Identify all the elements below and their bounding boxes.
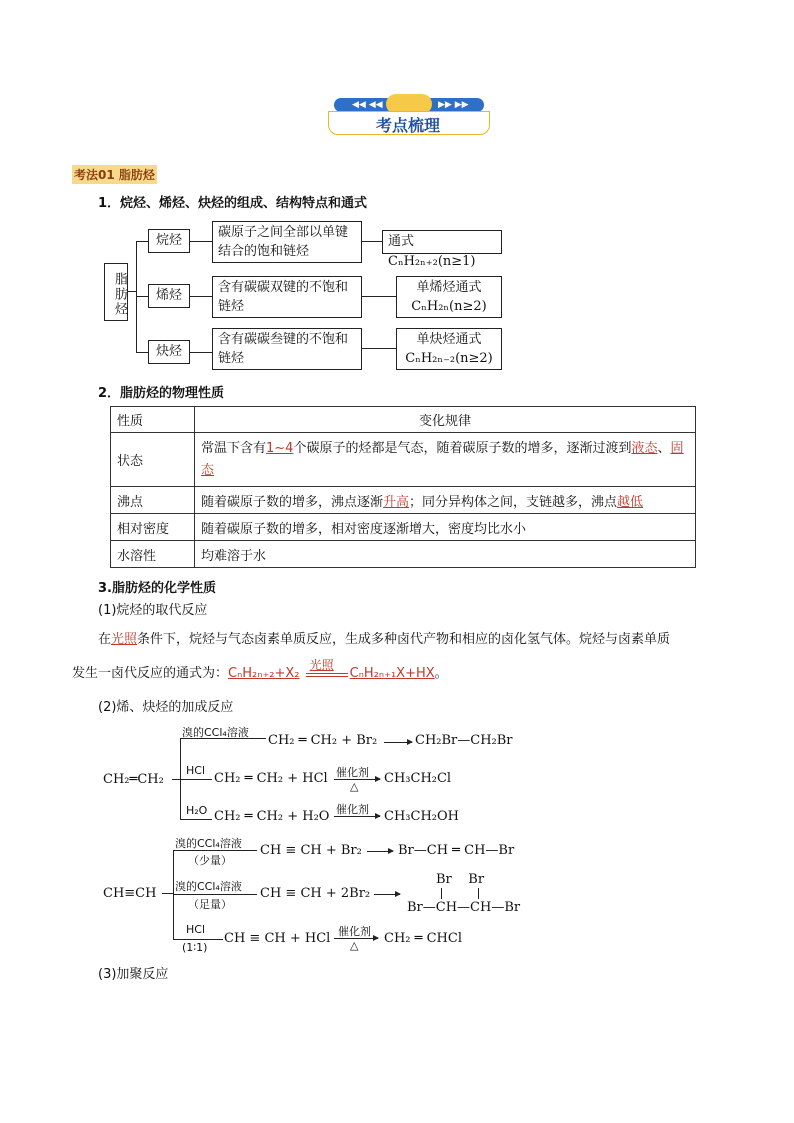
- tree-connector: [128, 291, 136, 292]
- properties-table: [110, 406, 696, 568]
- banner-arrows-right: ▶▶ ▶▶: [438, 100, 469, 110]
- subheading-2: (2)烯、炔烃的加成反应: [98, 700, 234, 715]
- branch-name: 烯烃: [148, 284, 190, 308]
- ethyne-reactant: CH≡CH: [103, 886, 157, 901]
- reagent: 溴的CCl₄溶液: [182, 726, 249, 739]
- answer: 光照: [111, 632, 138, 647]
- product: CH₂ ═ CHCl: [384, 931, 462, 946]
- table-row: [111, 433, 696, 487]
- reaction-arrow: [374, 894, 400, 895]
- condition: 催化剂: [336, 803, 369, 816]
- reagent: H₂O: [186, 804, 208, 817]
- banner-arrows-left: ◀◀ ◀◀: [352, 100, 383, 110]
- equation: CH₂ ═ CH₂ + H₂O: [214, 809, 330, 824]
- subheading-3: (3)加聚反应: [98, 967, 169, 982]
- ethene-reactant: CH₂═CH₂: [103, 772, 164, 787]
- condition: 催化剂: [338, 925, 371, 938]
- branch-formula: [382, 230, 502, 269]
- reagent: HCl: [186, 923, 206, 936]
- branch-line: [362, 241, 382, 242]
- bracket-stub: [162, 893, 173, 894]
- formula-label: 单炔烃通式: [416, 332, 482, 347]
- bond-line: [478, 888, 479, 899]
- branch-formula: [396, 276, 502, 318]
- condition: △: [350, 939, 359, 952]
- branch-line: [136, 296, 148, 297]
- branch-line: [180, 779, 212, 780]
- paragraph-2: [72, 657, 448, 684]
- branch-line: [173, 894, 257, 895]
- branch-line: [190, 296, 212, 297]
- branch-line: [173, 939, 223, 940]
- product: Br—CH—CH—Br: [407, 900, 521, 915]
- text: 条件下，烷烃与气态卤素单质反应，生成多种卤代产物和相应的卤化氢气体。烷烃与卤素单质: [137, 632, 671, 647]
- equation: CH ≡ CH + 2Br₂: [260, 886, 371, 901]
- text: 。: [434, 666, 448, 681]
- condition: 光照: [309, 657, 334, 672]
- product: Br—CH ═ CH—Br: [398, 843, 515, 858]
- formula: CₙH₂ₙ₊₂(n≥1): [388, 254, 476, 269]
- table-header: 变化规律: [195, 407, 696, 433]
- table-cell-rule: [195, 487, 696, 514]
- text: 发生一卤代反应的通式为：: [72, 666, 229, 681]
- equation: CH₂ ═ CH₂ + Br₂: [268, 733, 378, 748]
- product: CH₂Br—CH₂Br: [415, 733, 513, 748]
- subheading-1: (1)烷烃的取代反应: [98, 603, 208, 618]
- branch-formula: [396, 328, 502, 370]
- product: CH₃CH₂OH: [384, 809, 459, 824]
- formula: CₙH₂ₙ(n≥2): [411, 299, 487, 314]
- heading-1: 1．烷烃、烯烃、炔烃的组成、结构特点和通式: [98, 196, 368, 211]
- heading-3: 3.脂肪烃的化学性质: [98, 581, 216, 596]
- branch-structure: 碳原子之间全部以单键结合的饱和链烃: [212, 221, 362, 263]
- table-cell-prop: 相对密度: [111, 514, 195, 541]
- branch-line: [190, 241, 212, 242]
- reagent-amount: （少量）: [188, 854, 232, 867]
- answer-eq-right: CₙH₂ₙ₊₁X+HX: [349, 666, 435, 681]
- heading-2: 2．脂肪烃的物理性质: [98, 386, 225, 401]
- banner-title: 考点梳理: [375, 116, 440, 135]
- tree-trunk: [136, 241, 137, 353]
- branch-line: [190, 352, 212, 353]
- formula: CₙH₂ₙ₋₂(n≥2): [405, 351, 493, 366]
- answer: 升高: [383, 494, 410, 510]
- table-cell-rule: [195, 433, 696, 487]
- equals-condition: [306, 657, 348, 677]
- reagent-amount: （足量）: [188, 898, 232, 911]
- branch-name: 烷烃: [148, 229, 190, 253]
- answer: 1~4: [266, 440, 294, 456]
- condition: 催化剂: [336, 766, 369, 779]
- table-cell-prop: 沸点: [111, 487, 195, 514]
- branch-line: [136, 352, 148, 353]
- table-header: 性质: [111, 407, 195, 433]
- table-cell-prop: 状态: [111, 433, 195, 487]
- branch-line: [136, 241, 148, 242]
- table-cell-rule: 均难溶于水: [195, 541, 696, 568]
- answer: 液态: [631, 440, 658, 456]
- reagent: 溴的CCl₄溶液: [175, 880, 242, 893]
- paragraph-1: [98, 630, 738, 650]
- equation: CH₂ ═ CH₂ + HCl: [214, 771, 328, 786]
- equation: CH ≡ CH + Br₂: [260, 843, 362, 858]
- table-cell-rule: 随着碳原子数的增多，相对密度逐渐增大，密度均比水小: [195, 514, 696, 541]
- formula-label: 通式: [388, 234, 415, 249]
- reaction-arrow: [384, 742, 412, 743]
- answer: 固态: [201, 440, 684, 478]
- text: 、: [657, 440, 671, 456]
- formula-label: 单烯烃通式: [416, 280, 482, 295]
- answer: 越低: [617, 494, 644, 510]
- reagent: 溴的CCl₄溶液: [175, 837, 242, 850]
- condition: △: [350, 780, 359, 793]
- answer-eq-left: CₙH₂ₙ₊₂+X₂: [228, 666, 300, 681]
- tree-root: 脂肪烃: [104, 263, 128, 321]
- reaction-arrow: [367, 851, 393, 852]
- bracket-stub: [172, 779, 180, 780]
- branch-structure: 含有碳碳叁键的不饱和链烃: [212, 328, 362, 370]
- branch-line: [362, 296, 396, 297]
- branch-line: [180, 819, 212, 820]
- text: 在: [98, 632, 112, 647]
- text: ；同分异构体之间，支链越多，沸点: [409, 494, 618, 510]
- branch-name: 炔烃: [148, 340, 190, 364]
- table-header-row: [111, 407, 696, 433]
- reagent-amount: (1∶1): [182, 941, 208, 954]
- product-substituents: Br Br: [436, 872, 485, 887]
- table-row: [111, 487, 696, 514]
- branch-line: [362, 348, 396, 349]
- text: 个碳原子的烃都是气态，随着碳原子数的增多，逐渐过渡到: [293, 440, 632, 456]
- bond-line: [441, 888, 442, 899]
- product: CH₃CH₂Cl: [384, 771, 452, 786]
- reaction-arrow: [334, 816, 380, 817]
- text: 常温下含有: [201, 440, 267, 456]
- table-row: [111, 541, 696, 568]
- equation: CH ≡ CH + HCl: [224, 931, 331, 946]
- table-cell-prop: 水溶性: [111, 541, 195, 568]
- text: 随着碳原子数的增多，沸点逐渐: [201, 494, 384, 510]
- branch-structure: 含有碳碳双键的不饱和链烃: [212, 276, 362, 318]
- section-tag: 考法01 脂肪烃: [72, 165, 157, 184]
- reagent: HCl: [186, 764, 206, 777]
- table-row: [111, 514, 696, 541]
